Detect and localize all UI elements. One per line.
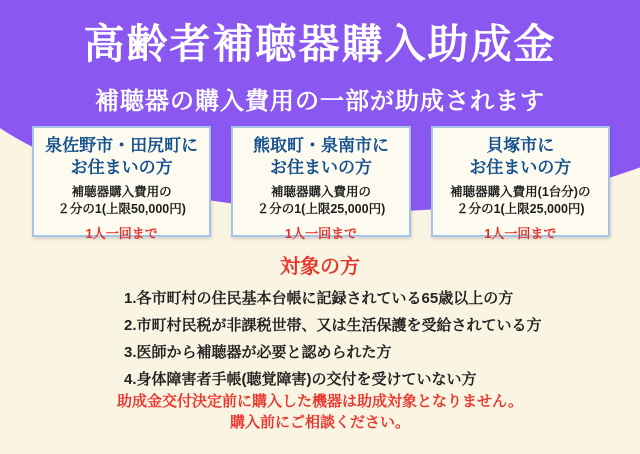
card-kaizuka <box>431 126 610 241</box>
eligibility-item: 3.医師から補聴器が必要と認められた方 <box>124 344 392 361</box>
poster-header <box>0 0 640 116</box>
card-title-line2: お住まいの方 <box>70 158 173 178</box>
card-subsidy-detail <box>433 184 608 218</box>
warning-text <box>0 391 640 433</box>
card-title <box>233 135 408 179</box>
card-body-line1: 補聴器購入費用の <box>270 185 371 200</box>
card-body-line2: ２分の1(上限50,000円) <box>57 202 186 217</box>
card-title-line1: 熊取町・泉南市に <box>252 136 389 155</box>
card-title-line2: お住まいの方 <box>269 158 372 178</box>
eligibility-heading: 対象の方 <box>280 256 360 278</box>
eligibility-item: 1.各市町村の住民基本台帳に記録されている65歳以上の方 <box>124 290 514 307</box>
card-title <box>34 135 209 179</box>
card-subsidy-detail <box>34 184 209 218</box>
card-limit-note: 1人一回まで <box>284 225 358 241</box>
card-body-line1: 補聴器購入費用の <box>71 185 172 200</box>
card-title-line1: 貝塚市に <box>486 136 555 155</box>
card-limit-note: 1人一回まで <box>484 225 557 241</box>
card-body-line2: ２分の1(上限25,000円) <box>256 202 386 217</box>
eligibility-section <box>0 250 640 393</box>
card-title-line2: お住まいの方 <box>469 158 572 178</box>
card-body-line1: 補聴器購入費用(1台分)の <box>450 185 591 200</box>
warning-line2: 購入前にご相談ください。 <box>229 414 410 431</box>
eligibility-item: 2.市町村民税が非課税世帯、又は生活保護を受給されている方 <box>124 317 542 334</box>
card-limit-note: 1人一回まで <box>85 225 158 241</box>
eligibility-item: 4.身体障害者手帳(聴覚障害)の交付を受けていない方 <box>124 371 477 388</box>
card-kumatori-sennan <box>231 126 410 241</box>
eligibility-list <box>0 285 640 393</box>
card-body-line2: ２分の1(上限25,000円) <box>456 202 585 217</box>
page-title: 高齢者補聴器購入助成金 <box>83 21 557 67</box>
warning-line1: 助成金交付決定前に購入した機器は助成対象となりません。 <box>117 393 523 410</box>
card-title-line1: 泉佐野市・田尻町に <box>45 136 199 155</box>
card-subsidy-detail <box>233 184 408 218</box>
card-izumisano-tajiri <box>32 126 211 241</box>
page-subtitle: 補聴器の購入費用の一部が助成されます <box>95 88 545 116</box>
residence-cards <box>32 126 610 241</box>
card-title <box>433 135 608 179</box>
